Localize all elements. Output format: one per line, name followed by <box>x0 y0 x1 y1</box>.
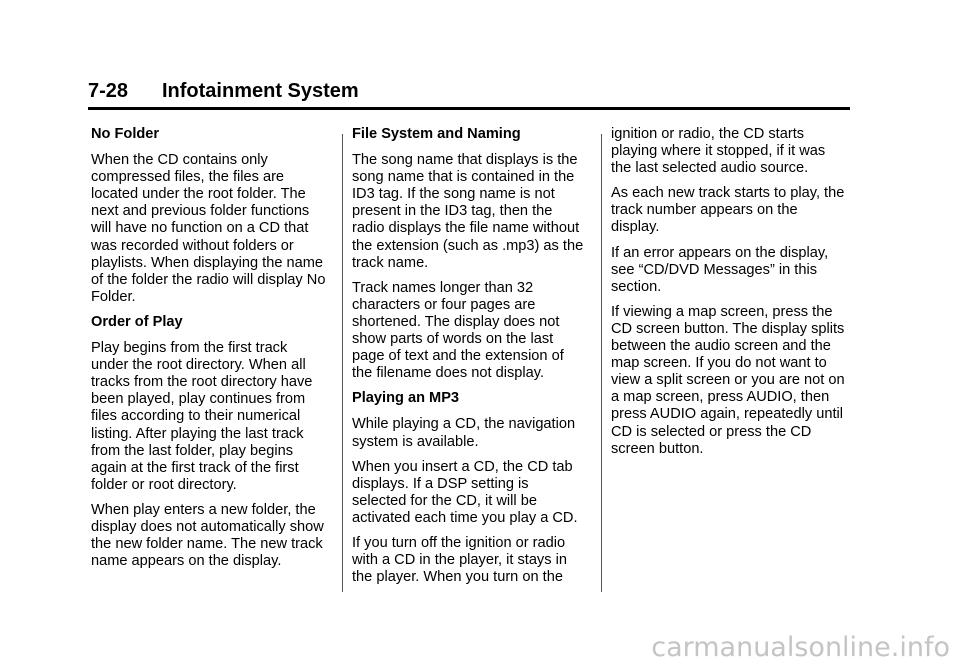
paragraph <box>352 280 597 383</box>
text-line: see “CD/DVD Messages” in this <box>611 261 817 278</box>
column-divider <box>342 134 343 592</box>
text-line: track name. <box>352 254 429 271</box>
text-line: under the root directory. When all <box>91 357 306 374</box>
text-line: a map screen, press AUDIO, then <box>611 389 830 406</box>
text-line: will have no function on a CD that <box>91 220 309 237</box>
text-line: of the folder the radio will display No <box>91 271 326 288</box>
text-line: show parts of words on the last <box>352 331 554 348</box>
text-line: radio displays the file name without <box>352 220 580 237</box>
text-line: When the CD contains only <box>91 152 268 169</box>
text-line: As each new track starts to play, the <box>611 185 845 202</box>
heading-no-folder: No Folder <box>91 126 160 142</box>
text-line: If an error appears on the display, <box>611 244 829 261</box>
text-line: Folder. <box>91 288 136 305</box>
text-line: shortened. The display does not <box>352 313 560 330</box>
text-line: listing. After playing the last track <box>91 425 304 442</box>
text-line: system is available. <box>352 433 479 450</box>
text-line: ID3 tag. If the song name is not <box>352 186 555 203</box>
text-line: While playing a CD, the navigation <box>352 416 576 433</box>
heading-order-of-play: Order of Play <box>91 313 183 330</box>
text-line: playlists. When displaying the name <box>91 254 323 271</box>
column-3 <box>611 126 861 466</box>
text-line: Track names longer than 32 <box>352 279 534 296</box>
paragraph <box>611 304 861 458</box>
text-line: was recorded without folders or <box>91 237 294 254</box>
text-line: folder or root directory. <box>91 476 237 493</box>
paragraph <box>352 459 597 527</box>
paragraph <box>611 126 861 177</box>
text-line: selected for the CD, it will be <box>352 492 537 509</box>
text-line: the last selected audio source. <box>611 160 809 177</box>
page-header <box>88 80 850 110</box>
paragraph <box>91 152 336 306</box>
column-2 <box>352 126 597 594</box>
text-line: song name that is contained in the <box>352 169 575 186</box>
text-line: been played, play continues from <box>91 391 306 408</box>
watermark: carmanualsonline.info <box>651 632 950 663</box>
text-line: display does not automatically show <box>91 518 324 535</box>
text-line: CD screen button. The display splits <box>611 320 845 337</box>
text-line: Play begins from the first track <box>91 340 288 357</box>
text-line: characters or four pages are <box>352 296 536 313</box>
text-line: display. <box>611 219 660 236</box>
text-line: next and previous folder functions <box>91 203 310 220</box>
column-divider <box>601 134 602 592</box>
paragraph <box>352 535 597 586</box>
text-line: playing where it stopped, if it was <box>611 143 826 160</box>
text-line: activated each time you play a CD. <box>352 509 578 526</box>
text-line: When play enters a new folder, the <box>91 501 316 518</box>
text-line: track number appears on the <box>611 202 798 219</box>
section-title: Infotainment System <box>162 80 359 102</box>
text-line: view a split screen or you are not on <box>611 372 845 389</box>
text-line: page of text and the extension of <box>352 348 564 365</box>
paragraph <box>91 502 336 570</box>
text-line: with a CD in the player, it stays in <box>352 552 567 569</box>
text-line: map screen. If you do not want to <box>611 355 827 372</box>
text-line: the filename does not display. <box>352 365 544 382</box>
text-line: again at the first track of the first <box>91 459 299 476</box>
text-line: displays. If a DSP setting is <box>352 475 529 492</box>
text-line: press AUDIO again, repeatedly until <box>611 406 844 423</box>
text-line: If you turn off the ignition or radio <box>352 534 566 551</box>
text-line: between the audio screen and the <box>611 338 831 355</box>
text-line: files according to their numerical <box>91 408 301 425</box>
column-1 <box>91 126 336 578</box>
text-line: name appears on the display. <box>91 553 282 570</box>
paragraph <box>91 340 336 494</box>
paragraph <box>611 185 861 236</box>
paragraph <box>611 245 861 296</box>
text-line: the extension (such as .mp3) as the <box>352 237 584 254</box>
text-line: compressed files, the files are <box>91 169 285 186</box>
text-line: present in the ID3 tag, then the <box>352 203 553 220</box>
text-line: the player. When you turn on the <box>352 569 563 586</box>
heading-file-system-and-naming: File System and Naming <box>352 126 521 142</box>
text-line: CD is selected or press the CD <box>611 423 812 440</box>
text-line: When you insert a CD, the CD tab <box>352 458 573 475</box>
text-line: tracks from the root directory have <box>91 374 313 391</box>
text-line: located under the root folder. The <box>91 186 306 203</box>
paragraph <box>352 416 597 450</box>
heading-playing-an-mp3: Playing an MP3 <box>352 390 460 407</box>
text-line: the new folder name. The new track <box>91 536 323 553</box>
text-line: ignition or radio, the CD starts <box>611 126 805 142</box>
text-line: The song name that displays is the <box>352 152 578 169</box>
text-line: screen button. <box>611 440 704 457</box>
paragraph <box>352 152 597 272</box>
page-number: 7-28 <box>88 80 129 102</box>
text-line: section. <box>611 278 662 295</box>
text-line: from the last folder, play begins <box>91 442 293 459</box>
text-line: If viewing a map screen, press the <box>611 303 833 320</box>
